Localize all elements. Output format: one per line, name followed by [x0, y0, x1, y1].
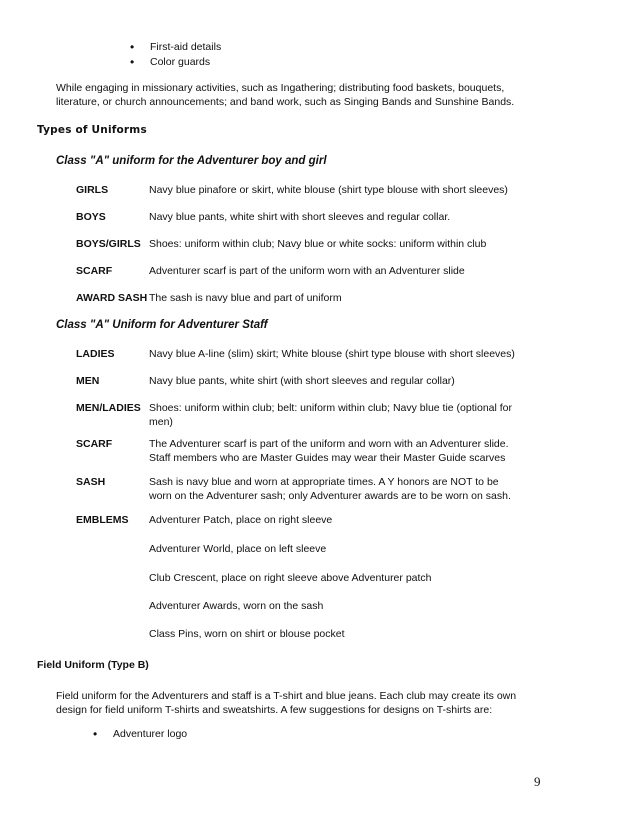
row-label: SASH: [76, 476, 106, 488]
bullet-icon: •: [130, 40, 135, 54]
section-heading-field: Field Uniform (Type B): [37, 659, 149, 671]
page-number: 9: [534, 774, 541, 789]
row-label: SCARF: [76, 438, 113, 450]
row-desc: Shoes: uniform within club; belt: uniform within club; Navy blue tie (optional for men): [149, 402, 513, 428]
row-label: MEN: [76, 375, 100, 387]
subsection-heading-boy-girl: Class "A" uniform for the Adventurer boy and girl: [56, 155, 327, 167]
row-label: LADIES: [76, 348, 115, 360]
field-paragraph: Field uniform for the Adventurers and staff is a T-shirt and blue jeans. Each club may create its own design for field uniform T-shirts and sweatshirts. A few suggestions for designs on T-shirts are:: [56, 690, 517, 716]
row-desc: Navy blue pants, white shirt with short sleeves and regular collar.: [149, 211, 451, 223]
emblem-item: Class Pins, worn on shirt or blouse pocket: [149, 628, 345, 640]
row-label: GIRLS: [76, 184, 109, 196]
list-item: Color guards: [150, 56, 211, 68]
missionary-paragraph: While engaging in missionary activities, such as Ingathering; distributing food baskets, bouquets, literature, or church announcements; and band work, such as Singing Bands and Sunshine Bands.: [56, 82, 515, 108]
emblem-item: Adventurer World, place on left sleeve: [149, 543, 327, 555]
row-label: EMBLEMS: [76, 514, 129, 526]
row-desc: Shoes: uniform within club; Navy blue or white socks: uniform within club: [149, 238, 487, 250]
row-label: MEN/LADIES: [76, 402, 141, 414]
row-desc: Navy blue A-line (slim) skirt; White blouse (shirt type blouse with short sleeves): [149, 348, 515, 360]
row-label: SCARF: [76, 265, 113, 277]
row-desc: The sash is navy blue and part of uniform: [149, 292, 342, 304]
emblem-item: Club Crescent, place on right sleeve above Adventurer patch: [149, 572, 432, 584]
subsection-heading-staff: Class "A" Uniform for Adventurer Staff: [56, 319, 268, 331]
list-item: Adventurer logo: [113, 728, 188, 740]
list-item: First-aid details: [150, 41, 222, 53]
row-desc: Sash is navy blue and worn at appropriate times. A Y honors are NOT to be worn on the Adventurer sash; only Adventurer awards are to be worn on sash.: [149, 476, 511, 502]
emblem-item: Adventurer Awards, worn on the sash: [149, 600, 324, 612]
row-desc: The Adventurer scarf is part of the uniform and worn with an Adventurer slide. Staff members who are Master Guides may wear their Master Guide scarves: [149, 438, 509, 464]
row-label: AWARD SASH: [76, 292, 148, 304]
row-label: BOYS/GIRLS: [76, 238, 141, 250]
row-desc: Adventurer Patch, place on right sleeve: [149, 514, 333, 526]
row-desc: Navy blue pants, white shirt (with short sleeves and regular collar): [149, 375, 455, 387]
row-label: BOYS: [76, 211, 106, 223]
row-desc: Navy blue pinafore or skirt, white blouse (shirt type blouse with short sleeves): [149, 184, 508, 196]
section-heading-types: Types of Uniforms: [37, 124, 147, 136]
bullet-icon: •: [93, 727, 98, 741]
row-desc: Adventurer scarf is part of the uniform worn with an Adventurer slide: [149, 265, 465, 277]
bullet-icon: •: [130, 55, 135, 69]
